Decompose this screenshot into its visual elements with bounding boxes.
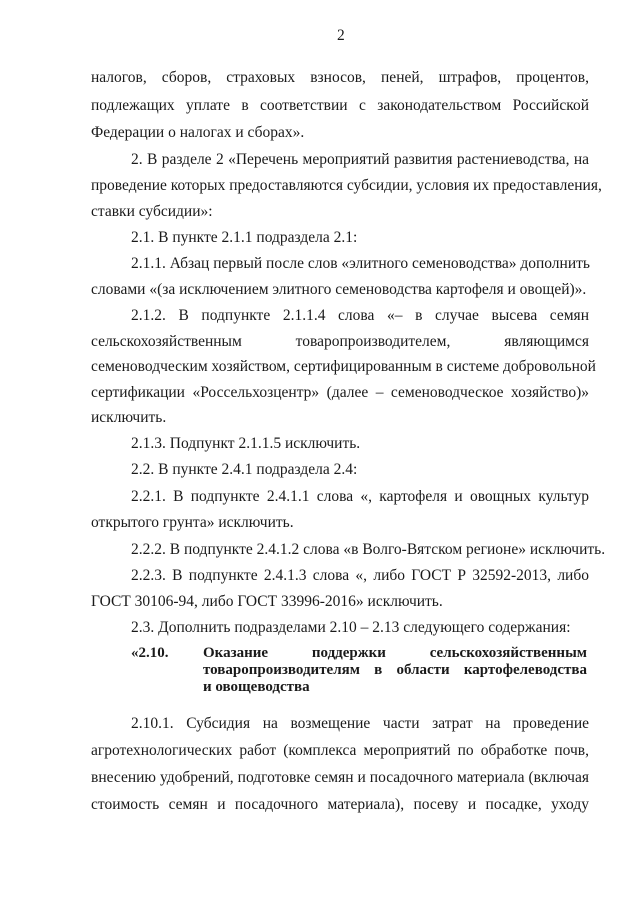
text-line: 2.2.2. В подпункте 2.4.1.2 слова «в Волго-Вятском регионе» исключить. — [131, 541, 606, 558]
page-number: 2 — [337, 27, 345, 44]
text-line: 2.1.3. Подпункт 2.1.1.5 исключить. — [131, 435, 361, 452]
text-line: сертификации «Россельхозцентр» (далее – семеноводческое хозяйство)» — [91, 384, 589, 401]
section-title-line: товаропроизводителям в области картофелеводства — [203, 662, 587, 678]
text-line: ставки субсидии»: — [91, 203, 213, 220]
text-line: ГОСТ 30106-94, либо ГОСТ 33996-2016» исключить. — [91, 593, 443, 610]
text-line: словами «(за исключением элитного семеноводства картофеля и овощей)». — [91, 281, 587, 298]
text-line: стоимость семян и посадочного материала), посеву и посадке, уходу — [91, 796, 589, 813]
text-line: 2.1. В пункте 2.1.1 подраздела 2.1: — [131, 229, 358, 246]
text-line: проведение которых предоставляются субсидии, условия их предоставления, — [91, 177, 602, 194]
text-line: подлежащих уплате в соответствии с законодательством Российской — [91, 97, 589, 114]
section-title-line: и овощеводства — [203, 679, 310, 695]
text-line: налогов, сборов, страховых взносов, пеней, штрафов, процентов, — [91, 69, 589, 86]
text-line: Федерации о налогах и сборах». — [91, 124, 305, 141]
text-line: открытого грунта» исключить. — [91, 514, 294, 531]
section-title-line: Оказание поддержки сельскохозяйственным — [203, 645, 587, 661]
text-line: семеноводческим хозяйством, сертифицированным в системе добровольной — [91, 358, 596, 375]
text-line: 2. В разделе 2 «Перечень мероприятий развития растениеводства, на — [131, 151, 589, 168]
text-line: 2.10.1. Субсидия на возмещение части затрат на проведение — [131, 715, 589, 732]
text-line: 2.2. В пункте 2.4.1 подраздела 2.4: — [131, 461, 358, 478]
text-line: внесению удобрений, подготовке семян и посадочного материала (включая — [91, 769, 589, 786]
text-line: исключить. — [91, 409, 167, 426]
section-number: «2.10. — [131, 645, 169, 661]
text-line: агротехнологических работ (комплекса мероприятий по обработке почв, — [91, 742, 589, 759]
text-line: 2.1.1. Абзац первый после слов «элитного семеноводства» дополнить — [131, 255, 590, 272]
text-line: 2.2.3. В подпункте 2.4.1.3 слова «, либо ГОСТ Р 32592-2013, либо — [131, 567, 589, 584]
text-line: 2.3. Дополнить подразделами 2.10 – 2.13 следующего содержания: — [131, 619, 571, 636]
text-line: сельскохозяйственным товаропроизводителем, являющимся — [91, 333, 589, 350]
text-line: 2.1.2. В подпункте 2.1.1.4 слова «– в случае высева семян — [131, 307, 589, 324]
text-line: 2.2.1. В подпункте 2.4.1.1 слова «, картофеля и овощных культур — [131, 488, 589, 505]
